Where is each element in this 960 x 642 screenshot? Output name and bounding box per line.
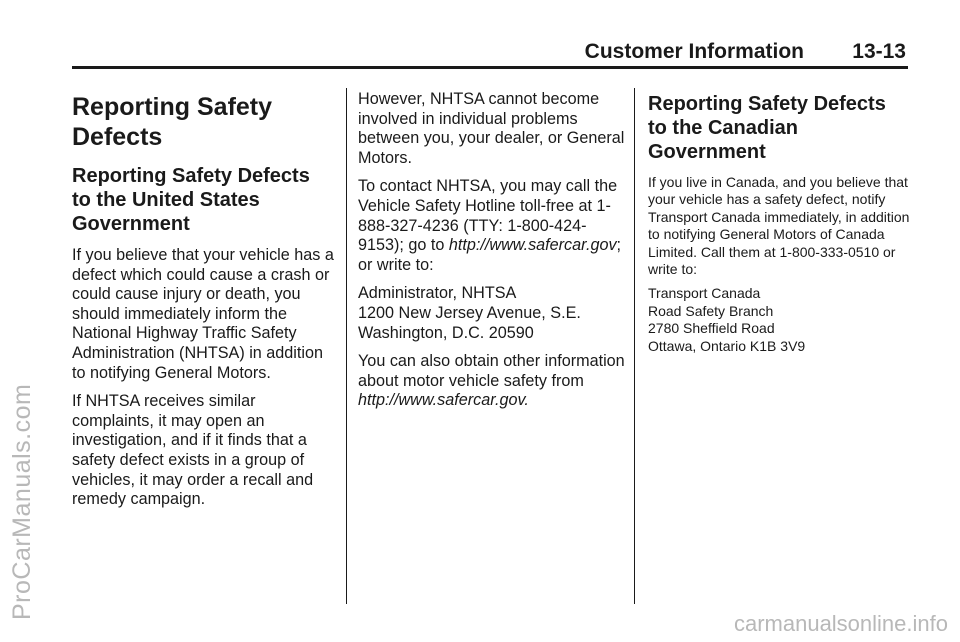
column-left (72, 92, 334, 519)
footer-watermark: carmanualsonline.info (733, 611, 948, 636)
canada-heading: Reporting Safety Defects to the Canadian Government (648, 93, 886, 163)
paragraph: If NHTSA receives similar complaints, it may open an investigation, and if it finds that a safety defect exists in a group of vehicles, it may order a recall and remedy campaign. (72, 392, 314, 509)
info-paragraph (358, 352, 626, 411)
paragraph: If you believe that your vehicle has a defect which could cause a crash or could cause injury or death, you should immediately inform the National Highway Traffic Safety Administration (NHTSA) in addition to notifying General Motors. (72, 246, 334, 382)
page-header (72, 36, 908, 69)
main-heading: Reporting Safety Defects (72, 93, 273, 151)
safercar-link[interactable]: http://www.safercar.gov (448, 236, 617, 255)
paragraph: However, NHTSA cannot become involved in individual problems between you, your dealer, or General Motors. (358, 90, 625, 167)
section-title: Customer Information (584, 40, 804, 63)
column-right (648, 92, 910, 362)
column-middle (358, 90, 626, 420)
safercar-link[interactable]: http://www.safercar.gov. (358, 391, 529, 410)
nhtsa-address: Administrator, NHTSA 1200 New Jersey Avenue, S.E. Washington, D.C. 20590 (358, 284, 581, 342)
side-watermark: ProCarManuals.com (8, 383, 36, 620)
transport-canada-address: Transport Canada Road Safety Branch 2780 Sheffield Road Ottawa, Ontario K1B 3V9 (648, 285, 806, 354)
column-divider (634, 88, 635, 604)
contact-paragraph (358, 177, 626, 275)
paragraph-text: ; or write to: (358, 236, 622, 274)
page-number: 13-13 (852, 40, 906, 63)
paragraph: If you live in Canada, and you believe that your vehicle has a safety defect, notify Transport Canada immediately, in addition to notifying General Motors of Canada Limited. Call them at 1-800-333-0510 or write to: (648, 174, 910, 278)
paragraph-text: To contact NHTSA, you may call the Vehicle Safety Hotline toll-free at 1-888-327-4236 (TTY: 1-800-424-9153); go to (358, 177, 618, 255)
column-divider (346, 88, 347, 604)
us-heading: Reporting Safety Defects to the United States Government (72, 165, 310, 235)
paragraph-text: You can also obtain other information about motor vehicle safety from (358, 352, 625, 390)
